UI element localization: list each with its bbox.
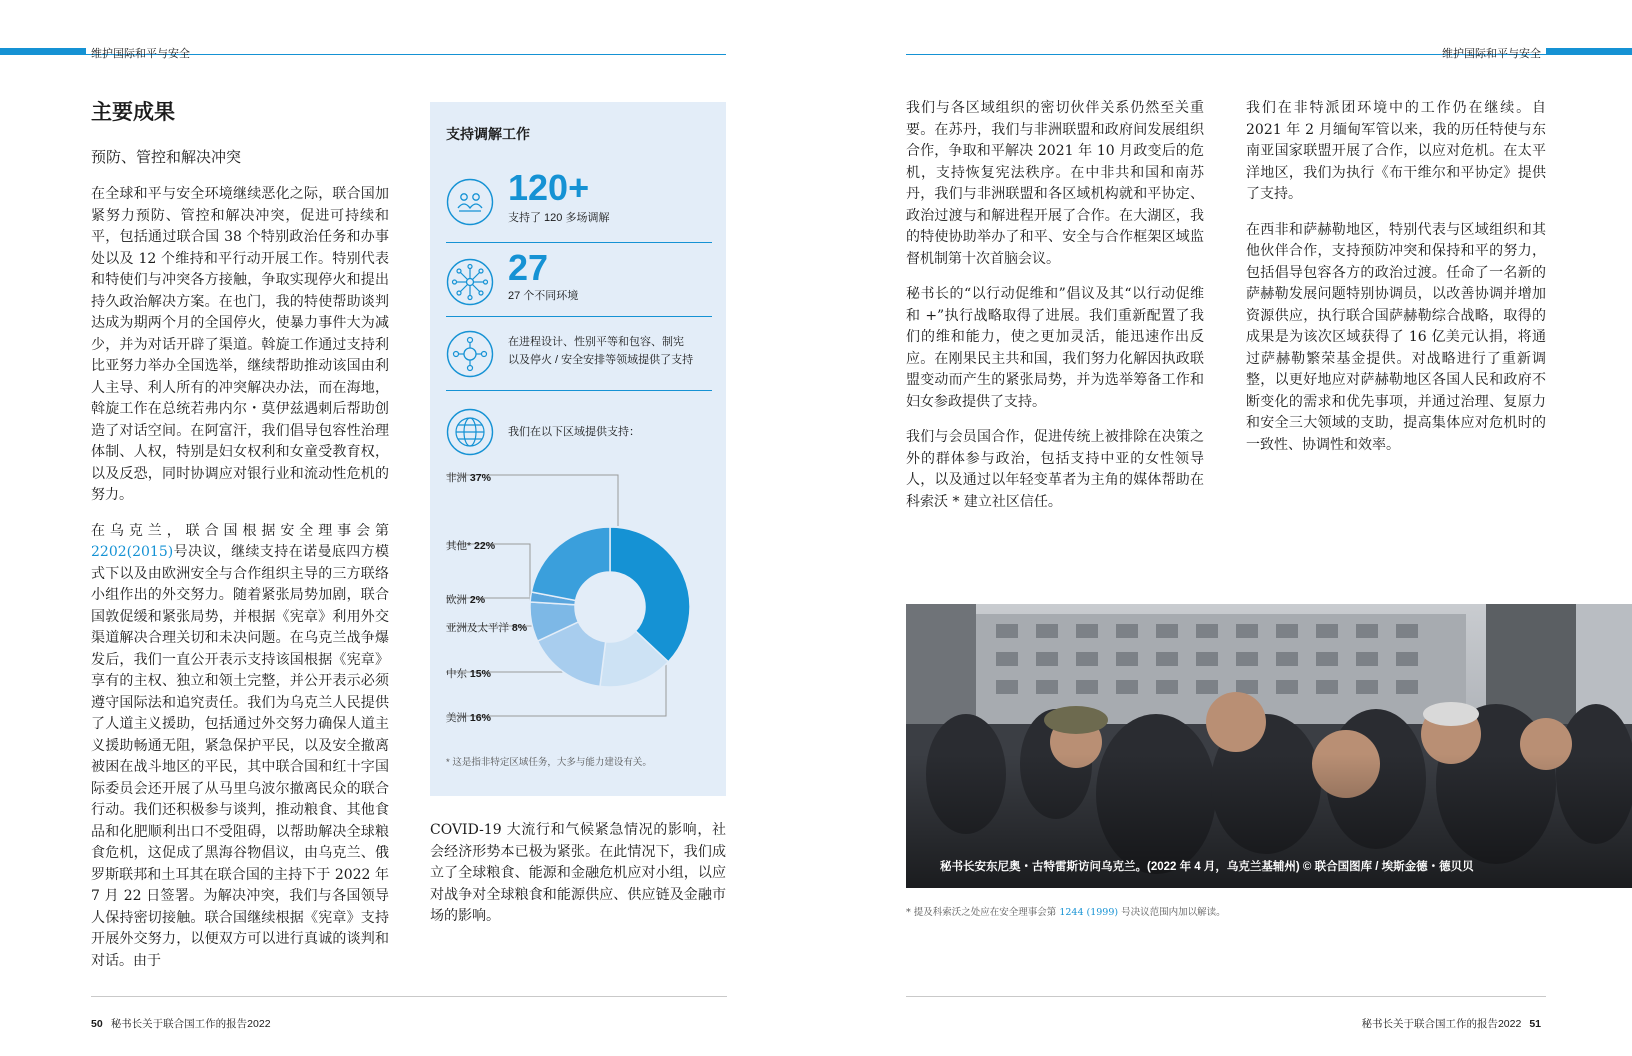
crowd-photo-illustration (906, 604, 1632, 888)
paragraph: 秘书长的“以行动促维和”倡议及其“以行动促维和 +”执行战略取得了进展。我们重新配置了我们的维和能力，使之更加灵活，能迅速作出反应。在刚果民主共和国，我们努力化解因执政联盟变动而产生的紧张局势，并为选举筹备工作和妇女参政提供了支持。 (906, 286, 1204, 410)
paragraph: 我们在非特派团环境中的工作仍在继续。自 2021 年 2 月缅甸军管以来，我的历任特使与东南亚国家联盟开展了合作，以应对危机。在太平洋地区，我们为执行《布干维尔和平协定》提供了支持。 (1246, 100, 1546, 202)
stat-contexts-text: 27 个不同环境 (508, 290, 579, 302)
panel-title: 支持调解工作 (446, 126, 530, 142)
left-column-1 (91, 184, 389, 986)
stat-mediations-number: 120+ (508, 167, 590, 208)
paragraph: COVID-19 大流行和气候紧急情况的影响，社会经济形势本已极为紧张。在此情况下，我们成立了全球粮食、能源和金融危机应对小组，以应对战争对全球粮食和能源供应、供应链及金融市场的影响。 (430, 822, 726, 924)
footnote-text: * 提及科索沃之处应在安全理事会第 (906, 907, 1057, 918)
stat-areas-text-line2: 以及停火 / 安全安排等领域提供了支持 (508, 354, 694, 366)
chart-label-europe (446, 592, 485, 607)
page-number-right: 51 (1529, 1018, 1541, 1030)
resolution-link[interactable]: 2202(2015) (91, 544, 174, 560)
right-column-1 (906, 98, 1204, 527)
chart-label-middle-east (446, 666, 491, 681)
donut-slice-other (531, 527, 610, 600)
divider (446, 242, 712, 243)
chart-label-name: 欧洲 (446, 594, 467, 606)
divider (446, 316, 712, 317)
resolution-link[interactable]: 1244 (1999) (1059, 907, 1119, 918)
chart-label-name: 中东 (446, 668, 467, 680)
paragraph-text: 号决议，继续支持在诺曼底四方模式下以及由欧洲安全与合作组织主导的三方联络小组作出的外交努力。随着紧张局势加剧，联合国敦促缓和紧张局势，并根据《宪章》利用外交渠道解决合理关切和未决问题。在乌克兰战争爆发后，我们一直公开表示支持该国根据《宪章》享有的主权、独立和领土完整，并公开表示必须遵守国际法和追究责任。我们为乌克兰人民提供了人道主义援助，包括通过外交努力确保人道主义援助畅通无阻，紧急保护平民，以及安全撤离被困在战斗地区的平民，其中联合国和红十字国际委员会还开展了从马里乌波尔撤离民众的联合行动。我们还积极参与谈判，推动粮食、其他食品和化肥顺利出口不受阻碍，以帮助解决全球粮食危机，这促成了黑海谷物倡议，由乌克兰、俄罗斯联邦和土耳其在联合国的主持下于 2022 年 7 月 22 日签署。为解决冲突，我们与各国领导人保持密切接触。联合国继续根据《宪章》支持开展外交努力，以便双方可以进行真诚的谈判和对话。由于 (91, 544, 389, 969)
section-title-left: 维护国际和平与安全 (91, 48, 190, 60)
chart-label-name: 美洲 (446, 712, 467, 724)
dialogue-icon (446, 330, 494, 378)
chart-label-other (446, 538, 495, 553)
chart-label-americas (446, 710, 491, 725)
header-accent-bar-right (1546, 48, 1632, 55)
chart-label-name: 非洲 (446, 472, 467, 484)
stat-areas-text-line1: 在进程设计、性别平等和包容、制宪 (508, 336, 684, 348)
chart-label-value: 8% (511, 622, 528, 634)
chart-label-asia-pacific (446, 620, 527, 635)
paragraph-ukraine (91, 521, 389, 973)
paragraph-text: 在乌克兰，联合国根据安全理事会第 (91, 522, 389, 539)
divider (446, 390, 712, 391)
stat-contexts-number: 27 (508, 247, 549, 288)
chart-label-name: 其他* (446, 540, 472, 552)
footer-rule-right (906, 996, 1546, 997)
chart-footnote: * 这是指非特定区域任务，大多与能力建设有关。 (446, 757, 652, 768)
paragraph: 在全球和平与安全环境继续恶化之际，联合国加紧努力预防、管控和解决冲突，促进可持续和平，包括通过联合国 38 个特别政治任务和办事处以及 12 个维持和平行动开展工作。特别代表和特使们与冲突各方接触，争取实现停火和提出持久政治解决方案。在也门，我的特使帮助谈判达成为期两个月的全国停火，使暴力事件大为减少，并为对话开辟了渠道。斡旋工作通过支持利比亚努力举办全国选举，继续帮助推动该国由利人主导、利人所有的冲突解决办法，而在海地，斡旋工作在总统若弗内尔・莫伊兹遇刺后帮助创造了对话空间。在阿富汗，我们倡导包容性治理体制、人权，特别是妇女权利和女童受教育权，以及反恐，同时协调应对银行业和流动性危机的努力。 (91, 186, 389, 503)
footnote-text: 号决议范围内加以解读。 (1121, 907, 1226, 918)
network-icon (446, 258, 494, 306)
footer-right (1361, 1016, 1541, 1031)
paragraph: 在西非和萨赫勒地区，特别代表与区域组织和其他伙伴合作，支持预防冲突和保持和平的努力，包括倡导包容各方的政治过渡。任命了一名新的萨赫勒发展问题特别协调员，以改善协调并增加资源供应，执行联合国萨赫勒综合战略，取得的成果是为该次区域获得了 16 亿美元认捐，将通过萨赫勒繁荣基金提供。对战略进行了重新调整，以更好地应对萨赫勒地区各国人民和政府不断变化的需求和优先事项，并通过治理、复原力和安全三大领域的支助，提高集体应对危机时的一致性、协调性和效率。 (1246, 221, 1546, 453)
left-column-2 (430, 820, 726, 942)
chart-label-name: 亚洲及太平洋 (446, 622, 509, 634)
paragraph: 我们与各区域组织的密切伙伴关系仍然至关重要。在苏丹，我们与非洲联盟和政府间发展组织合作，争取和平解决 2021 年 10 月政变后的危机，支持恢复宪法秩序。在中非共和国和南苏丹，我们与非洲联盟和各区域机构就和平协定、政治过渡与和解进程开展了合作。在大湖区，我的特使协助举办了和平、安全与合作框架区域监督机制第十次首脑会议。 (906, 100, 1204, 267)
stat-mediations-text: 支持了 120 多场调解 (508, 212, 610, 224)
chart-label-value: 15% (469, 668, 491, 680)
kosovo-footnote (906, 904, 1226, 918)
chart-label-value: 2% (469, 594, 486, 606)
page-heading: 主要成果 (91, 101, 175, 124)
chart-label-value: 22% (474, 540, 496, 552)
regions-intro: 我们在以下区域提供支持： (508, 426, 640, 438)
report-title-left: 秘书长关于联合国工作的报告2022 (110, 1018, 271, 1030)
globe-icon (446, 408, 494, 456)
page-subheading: 预防、管控和解决冲突 (91, 149, 242, 166)
paragraph: 我们与会员国合作，促进传统上被排除在决策之外的群体参与政治，包括支持中亚的女性领导人，以及通过以年轻变革者为主角的媒体帮助在科索沃 * 建立社区信任。 (906, 429, 1204, 510)
chart-label-africa (446, 470, 491, 485)
footer-rule-left (91, 996, 727, 997)
header-accent-bar-left (0, 48, 86, 55)
section-title-right: 维护国际和平与安全 (1442, 48, 1541, 60)
photo-caption: 秘书长安东尼奥・古特雷斯访问乌克兰。(2022 年 4 月，乌克兰基辅州) © 联合国图库 / 埃斯金德・德贝贝 (940, 861, 1474, 873)
page-number-left: 50 (91, 1018, 103, 1030)
chart-label-value: 16% (469, 712, 491, 724)
photo-secretary-general-ukraine (906, 604, 1632, 888)
people-meeting-icon (446, 178, 494, 226)
report-title-right: 秘书长关于联合国工作的报告2022 (1361, 1018, 1522, 1030)
mediation-support-panel (430, 102, 726, 796)
footer-left (91, 1016, 271, 1031)
right-column-2 (1246, 98, 1546, 470)
chart-label-value: 37% (469, 472, 491, 484)
